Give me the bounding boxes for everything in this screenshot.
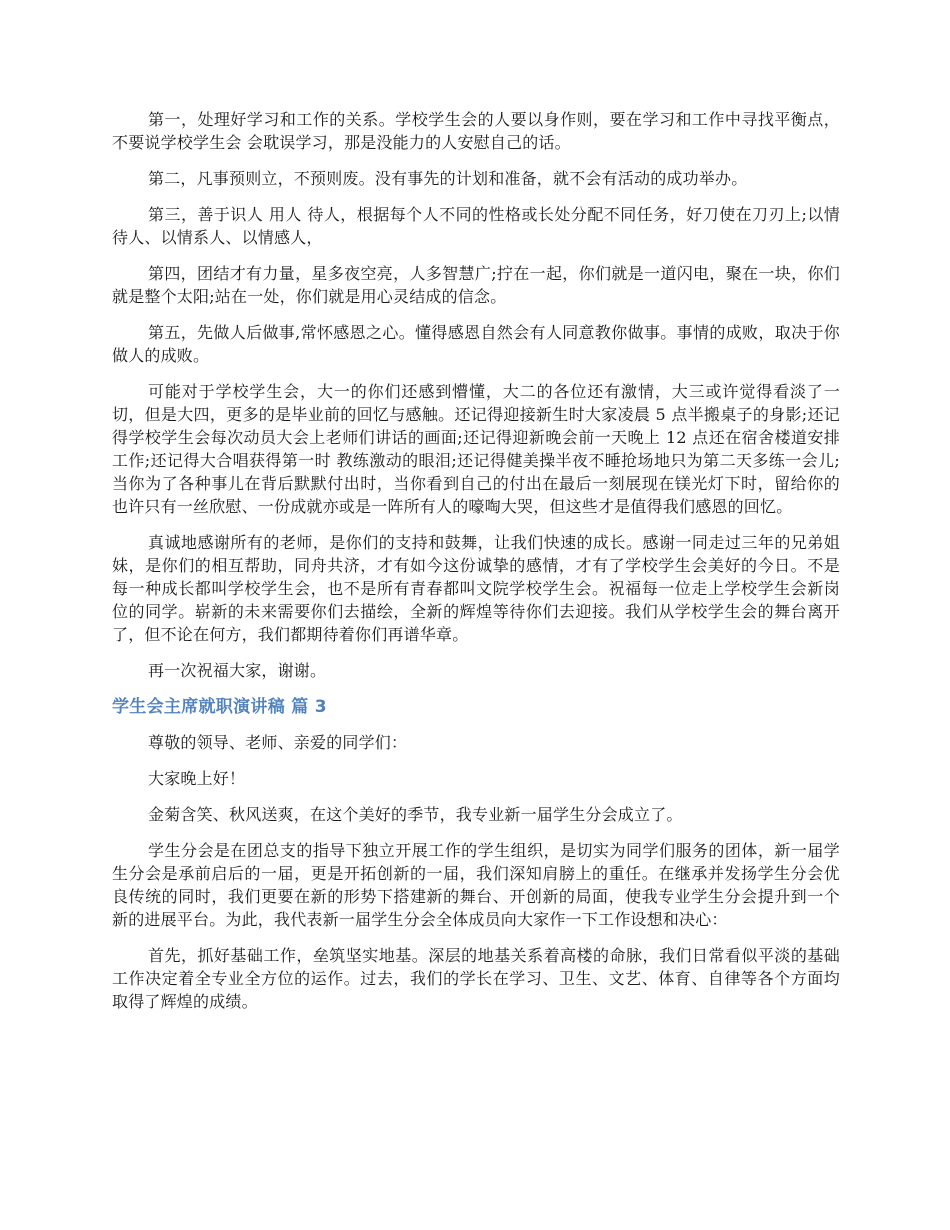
paragraph-foundation: 首先，抓好基础工作，垒筑坚实地基。深层的地基关系着高楼的命脉，我们日常看似平淡的基础工作决定着全专业全方位的运作。过去，我们的学长在学习、卫生、文艺、体育、自律等各个方面均取得了辉煌的成绩。: [112, 946, 840, 1011]
paragraph-fifth: 第五，先做人后做事,常怀感恩之心。懂得感恩自然会有人同意教你做事。事情的成败，取决于你做人的成败。: [112, 323, 840, 365]
paragraph-salutation: 尊敬的领导、老师、亲爱的同学们：: [148, 733, 408, 752]
document-page: [112, 108, 840, 1026]
paragraph-greeting: 大家晚上好！: [148, 769, 246, 788]
paragraph-second: 第二，凡事预则立，不预则废。没有事先的计划和准备，就不会有活动的成功举办。: [148, 169, 748, 188]
paragraph-first: 第一，处理好学习和工作的关系。学校学生会的人要以身作则，要在学习和工作中寻找平衡点，不要说学校学生会 会耽误学习，那是没能力的人安慰自己的话。: [112, 110, 840, 152]
paragraph-closing: 再一次祝福大家，谢谢。: [148, 661, 327, 680]
paragraph-thanks: 真诚地感谢所有的老师，是你们的支持和鼓舞，让我们快速的成长。感谢一同走过三年的兄弟姐妹，是你们的相互帮助，同舟共济，才有如今这份诚挚的感情，才有了学校学生会美好的今日。不是每一种成长都叫学校学生会，也不是所有青春都叫文院学校学生会。祝福每一位走上学校学生会新岗位的同学。崭新的未来需要你们去描绘，全新的辉煌等待你们去迎接。我们从学校学生会的舞台离开了，但不论在何方，我们都期待着你们再谱华章。: [112, 533, 840, 644]
paragraph-organization: 学生分会是在团总支的指导下独立开展工作的学生组织，是切实为同学们服务的团体，新一届学生分会是承前启后的一届，更是开拓创新的一届，我们深知肩膀上的重任。在继承并发扬学生分会优良传统的同时，我们更要在新的形势下搭建新的舞台、开创新的局面，使我专业学生分会提升到一个新的进展平台。为此，我代表新一届学生分会全体成员向大家作一下工作设想和决心：: [112, 841, 840, 929]
paragraph-season: 金菊含笑、秋风送爽，在这个美好的季节，我专业新一届学生分会成立了。: [148, 805, 683, 824]
paragraph-fourth: 第四，团结才有力量，星多夜空亮，人多智慧广;拧在一起，你们就是一道闪电，聚在一块，你们就是整个太阳;站在一处，你们就是用心灵结成的信念。: [112, 264, 840, 306]
section-heading: 学生会主席就职演讲稿 篇 3: [112, 697, 327, 717]
paragraph-third: 第三，善于识人 用人 待人，根据每个人不同的性格或长处分配不同任务，好刀使在刀刃上;以情待人、以情系人、以情感人，: [112, 205, 840, 247]
paragraph-memories: 可能对于学校学生会，大一的你们还感到懵懂，大二的各位还有激情，大三或许觉得看淡了一切，但是大四，更多的是毕业前的回忆与感触。还记得迎接新生时大家凌晨 5 点半搬桌子的身影;还记得学校学生会每次动员大会上老师们讲话的画面;还记得迎新晚会前一天晚上 12 点还在宿舍楼道安排工作;还记得大合唱获得第一时 教练激动的眼泪;还记得健美操半夜不睡抢场地只为第二天多练一会儿;当你为了各种事儿在背后默默付出时，当你看到自己的付出在最后一刻展现在镁光灯下时，留给你的也许只有一丝欣慰、一份成就亦或是一阵所有人的嚎啕大哭，但这些才是值得我们感恩的回忆。: [112, 382, 840, 516]
